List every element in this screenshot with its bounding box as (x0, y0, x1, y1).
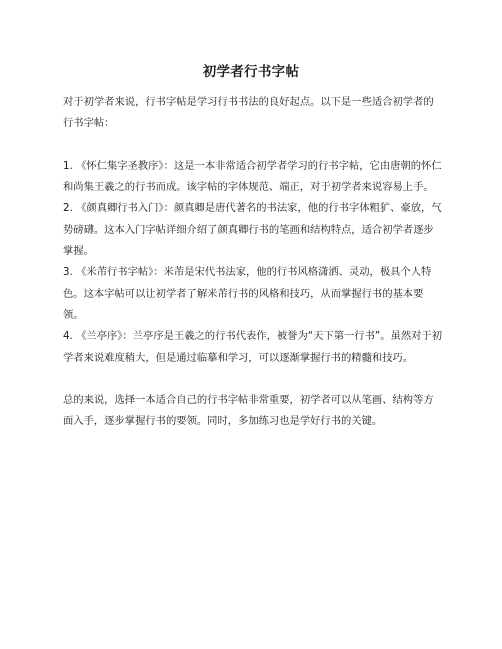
paragraph-spacer (63, 135, 443, 156)
list-item: 1. 《怀仁集字圣教序》：这是一本非常适合初学者学习的行书字帖，它由唐朝的怀仁和尚集王羲之的行书而成。该字帖的字体规范、端正，对于初学者来说容易上手。 (63, 159, 442, 194)
conclusion-paragraph: 总的来说，选择一本适合自己的行书字帖非常重要，初学者可以从笔画、结构等方面入手，逐步掌握行书的要领。同时，多加练习也是学好行书的关键。 (63, 393, 434, 428)
paragraph-spacer (63, 369, 443, 390)
list-item: 2. 《颜真卿行书入门》：颜真卿是唐代著名的书法家，他的行书字体粗犷、豪放，气势磅礴。这本入门字帖详细介绍了颜真卿行书的笔画和结构特点，适合初学者逐步掌握。 (63, 202, 442, 258)
list-item: 3. 《米芾行书字帖》：米芾是宋代书法家，他的行书风格潇洒、灵动，极具个人特色。这本字帖可以让初学者了解米芾行书的风格和技巧，从而掌握行书的基本要领。 (63, 266, 432, 321)
document-body (63, 92, 443, 432)
document-title: 初学者行书字帖 (202, 64, 300, 80)
intro-paragraph: 对于初学者来说，行书字帖是学习行书书法的良好起点。以下是一些适合初学者的行书字帖： (63, 96, 434, 130)
list-item: 4. 《兰亭序》：兰亭序是王羲之的行书代表作，被誉为“天下第一行书”。虽然对于初学者来说难度稍大，但是通过临摹和学习，可以逐渐掌握行书的精髓和技巧。 (63, 330, 443, 364)
